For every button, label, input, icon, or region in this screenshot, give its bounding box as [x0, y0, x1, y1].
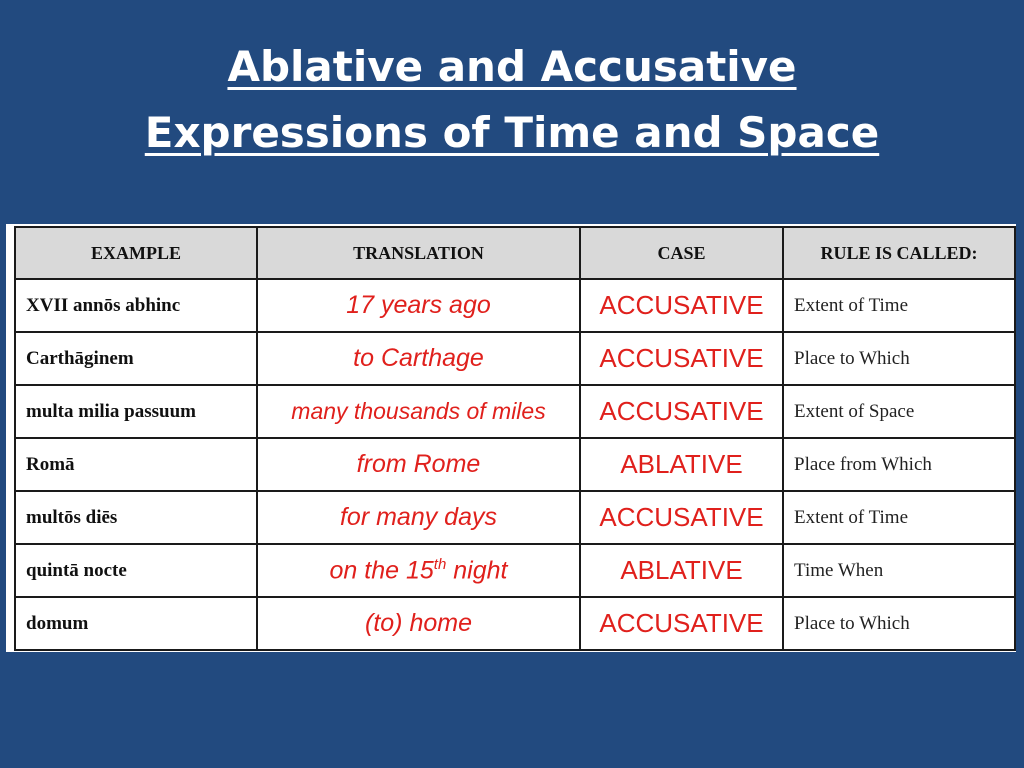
translation-text-pre: on the 15	[329, 556, 434, 585]
case-cell: ABLATIVE	[580, 544, 783, 597]
rule-cell: Extent of Time	[783, 491, 1015, 544]
case-cell: ACCUSATIVE	[580, 332, 783, 385]
header-example: EXAMPLE	[15, 227, 257, 279]
translation-cell: many thousands of miles	[257, 385, 580, 438]
ordinal-suffix: th	[433, 555, 447, 573]
table-row	[15, 544, 1015, 597]
example-cell: multa milia passuum	[15, 385, 257, 438]
rule-cell: Time When	[783, 544, 1015, 597]
rule-cell: Extent of Space	[783, 385, 1015, 438]
translation-cell: 17 years ago	[257, 279, 580, 332]
example-cell: Romā	[15, 438, 257, 491]
header-case: CASE	[580, 227, 783, 279]
header-rule: RULE IS CALLED:	[783, 227, 1015, 279]
expressions-table	[14, 226, 1016, 651]
header-translation: TRANSLATION	[257, 227, 580, 279]
example-cell: domum	[15, 597, 257, 650]
example-cell: quintā nocte	[15, 544, 257, 597]
table-row	[15, 332, 1015, 385]
rule-cell: Extent of Time	[783, 279, 1015, 332]
translation-cell: for many days	[257, 491, 580, 544]
case-cell: ACCUSATIVE	[580, 491, 783, 544]
title-line-2: Expressions of Time and Space	[144, 108, 880, 157]
translation-cell: to Carthage	[257, 332, 580, 385]
example-cell: XVII annōs abhinc	[15, 279, 257, 332]
case-cell: ACCUSATIVE	[580, 279, 783, 332]
translation-text-post: night	[446, 556, 508, 585]
translation-cell: from Rome	[257, 438, 580, 491]
table-row	[15, 279, 1015, 332]
slide-title	[0, 34, 1024, 166]
rule-cell: Place from Which	[783, 438, 1015, 491]
table-row	[15, 385, 1015, 438]
table-row	[15, 491, 1015, 544]
translation-cell	[257, 544, 580, 597]
example-cell: multōs diēs	[15, 491, 257, 544]
translation-cell: (to) home	[257, 597, 580, 650]
table-header-row	[15, 227, 1015, 279]
title-line-1: Ablative and Accusative	[227, 42, 797, 91]
rule-cell: Place to Which	[783, 597, 1015, 650]
case-cell: ACCUSATIVE	[580, 385, 783, 438]
rule-cell: Place to Which	[783, 332, 1015, 385]
case-cell: ACCUSATIVE	[580, 597, 783, 650]
example-cell: Carthāginem	[15, 332, 257, 385]
table-row	[15, 597, 1015, 650]
case-cell: ABLATIVE	[580, 438, 783, 491]
table-row	[15, 438, 1015, 491]
table-panel	[6, 224, 1016, 652]
